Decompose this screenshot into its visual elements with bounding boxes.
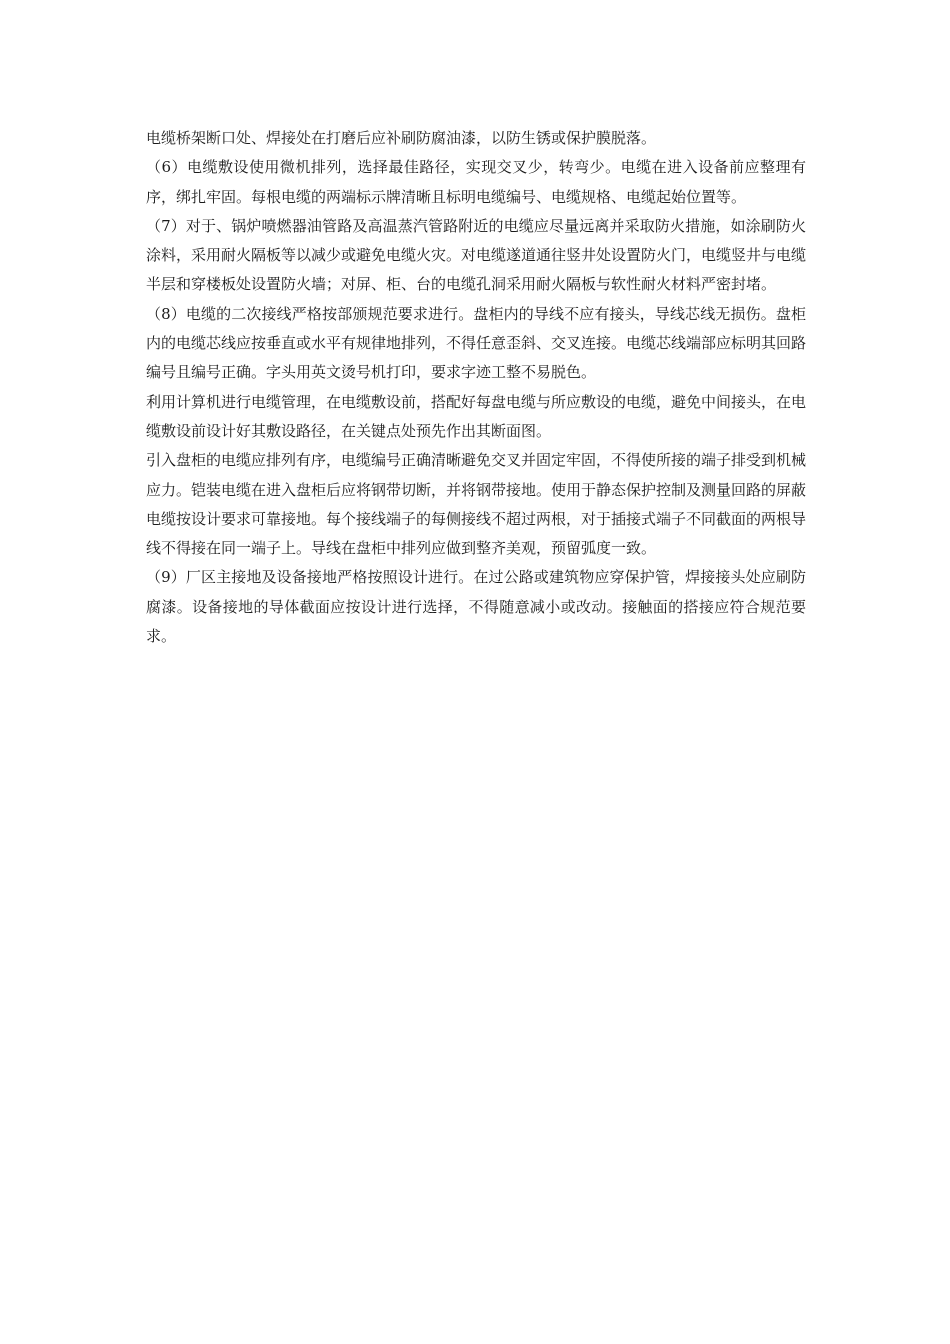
paragraph-computer-management: 利用计算机进行电缆管理，在电缆敷设前，搭配好每盘电缆与所应敷设的电缆，避免中间接头，在电缆敷设前设计好其敷设路径，在关键点处预先作出其断面图。 bbox=[146, 392, 807, 440]
paragraph-item-9: （9）厂区主接地及设备接地严格按照设计进行。在过公路或建筑物应穿保护管，焊接接头处应刷防腐漆。设备接地的导体截面应按设计进行选择，不得随意减小或改动。接触面的搭接应符合规范要求。 bbox=[146, 568, 806, 646]
paragraph-item-6: （6）电缆敷设使用微机排列，选择最佳路径，实现交叉少，转弯少。电缆在进入设备前应整理有序，绑扎牢固。每根电缆的两端标示牌清晰且标明电缆编号、电缆规格、电缆起始位置等。 bbox=[146, 158, 806, 206]
paragraph-cabinet-wiring: 引入盘柜的电缆应排列有序，电缆编号正确清晰避免交叉并固定牢固，不得使所接的端子排受到机械应力。铠装电缆在进入盘柜后应将钢带切断，并将钢带接地。使用于静态保护控制及测量回路的屏蔽电缆按设计要求可靠接地。每个接线端子的每侧接线不超过两根，对于插接式端子不同截面的两根导线不得接在同一端子上。导线在盘柜中排列应做到整齐美观，预留弧度一致。 bbox=[146, 451, 807, 558]
paragraph-item-7: （7）对于、锅炉喷燃器油管路及高温蒸汽管路附近的电缆应尽量远离并采取防火措施，如涂刷防火涂料，采用耐火隔板等以减少或避免电缆火灾。对电缆遂道通往竖井处设置防火门，电缆竖井与电缆半层和穿楼板处设置防火墙；对屏、柜、台的电缆孔洞采用耐火隔板与软性耐火材料严密封堵。 bbox=[146, 216, 807, 294]
document-body bbox=[146, 124, 806, 651]
paragraph-cable-tray: 电缆桥架断口处、焊接处在打磨后应补刷防腐油漆，以防生锈或保护膜脱落。 bbox=[146, 129, 657, 147]
paragraph-item-8: （8）电缆的二次接线严格按部颁规范要求进行。盘柜内的导线不应有接头，导线芯线无损伤。盘柜内的电缆芯线应按垂直或水平有规律地排列，不得任意歪斜、交叉连接。电缆芯线端部应标明其回路编号且编号正确。字头用英文烫号机打印，要求字迹工整不易脱色。 bbox=[146, 304, 807, 382]
